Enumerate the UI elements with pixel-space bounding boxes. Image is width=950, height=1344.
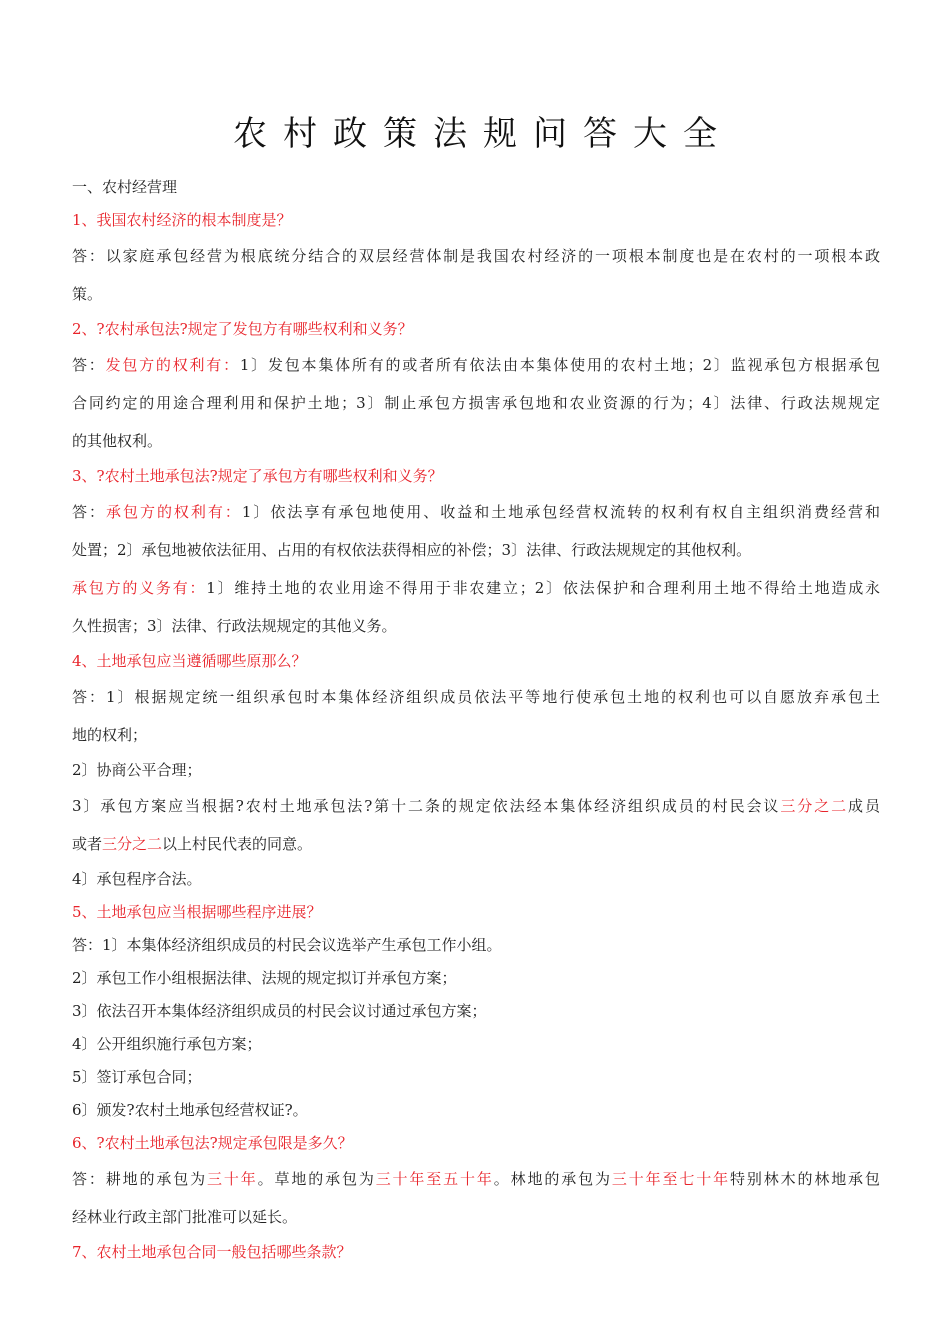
question-7: 7、农村土地承包合同一般包括哪些条款？ bbox=[72, 1243, 352, 1261]
answer-3-highlight: 承包方的权利有： bbox=[105, 503, 242, 521]
answer-4-item-4: 4〕承包程序合法。 bbox=[72, 870, 202, 888]
answer-2-line-1 bbox=[72, 346, 880, 384]
answer-4-item-3-cont bbox=[72, 825, 880, 863]
answer-2-line-2: 合同约定的用途合理利用和保护土地；3〕制止承包方损害承包地和农业资源的行为；4〕法律、行政法规规定 bbox=[72, 394, 880, 412]
answer-6-text-2: 。草地的承包为 bbox=[257, 1170, 376, 1188]
answer-3-duty-line-2: 久性损害；3〕法律、行政法规规定的其他义务。 bbox=[72, 617, 397, 635]
answer-6-highlight-1: 三十年 bbox=[206, 1170, 258, 1188]
answer-4-item-3b-highlight: 三分之二 bbox=[102, 835, 163, 853]
answer-4-item-3-highlight: 三分之二 bbox=[780, 797, 849, 815]
question-2: 2、?农村承包法?规定了发包方有哪些权利和义务？ bbox=[72, 320, 413, 338]
section-heading: 一、农村经营理 bbox=[72, 178, 178, 196]
answer-4-item-3-tail: 成员 bbox=[848, 797, 880, 815]
answer-5-item: 4〕公开组织施行承包方案； bbox=[72, 1035, 262, 1053]
answer-4-item-3-text: 3〕承包方案应当根据?农村土地承包法?第十二条的规定依法经本集体经济组织成员的村民会议 bbox=[72, 797, 781, 815]
answer-4-item-3b-text: 或者 bbox=[72, 835, 103, 853]
answer-1-line-2: 策。 bbox=[72, 285, 103, 303]
answer-4-item-3 bbox=[72, 787, 880, 825]
answer-6-highlight-2: 三十年至五十年 bbox=[375, 1170, 494, 1188]
answer-5-item: 2〕承包工作小组根据法律、法规的规定拟订并承包方案； bbox=[72, 969, 457, 987]
answer-5-item: 6〕颁发?农村土地承包经营权证?。 bbox=[72, 1101, 308, 1119]
question-3: 3、?农村土地承包法?规定了承包方有哪些权利和义务？ bbox=[72, 467, 443, 485]
answer-3-duty-highlight: 承包方的义务有： bbox=[72, 579, 207, 597]
answer-3-line-2: 处置；2〕承包地被依法征用、占用的有权依法获得相应的补偿；3〕法律、行政法规规定的其他权利。 bbox=[72, 541, 752, 559]
answer-5-item: 答：1〕本集体经济组织成员的村民会议选举产生承包工作小组。 bbox=[72, 936, 502, 954]
page-title: 农村政策法规问答大全 bbox=[233, 114, 733, 154]
answer-1-line-1: 答：以家庭承包经营为根底统分结合的双层经营体制是我国农村经济的一项根本制度也是在农村的一项根本政 bbox=[72, 247, 880, 265]
answer-6-text-1: 答：耕地的承包为 bbox=[72, 1170, 207, 1188]
answer-3-text: 1〕依法享有承包地使用、收益和土地承包经营权流转的权利有权自主组织消费经营和 bbox=[241, 503, 880, 521]
answer-5-item: 5〕签订承包合同； bbox=[72, 1068, 202, 1086]
answer-3-prefix: 答： bbox=[72, 503, 106, 521]
answer-3-line-1 bbox=[72, 493, 880, 531]
answer-6-text-4: 特别林木的林地承包 bbox=[729, 1170, 880, 1188]
answer-6-line-2: 经林业行政主部门批准可以延长。 bbox=[72, 1208, 298, 1226]
answer-3-duty-line-1 bbox=[72, 569, 880, 607]
question-6: 6、?农村土地承包法?规定承包限是多久？ bbox=[72, 1134, 353, 1152]
answer-4-line-1: 答：1〕根据规定统一组织承包时本集体经济组织成员依法平等地行使承包土地的权利也可以自愿放弃承包土 bbox=[72, 688, 880, 706]
answer-2-prefix: 答： bbox=[72, 356, 106, 374]
answer-2-line-3: 的其他权利。 bbox=[72, 432, 163, 450]
answer-6-line-1 bbox=[72, 1160, 880, 1198]
answer-4-item-2: 2〕协商公平合理； bbox=[72, 761, 202, 779]
answer-3-duty-text: 1〕维持土地的农业用途不得用于非农建立；2〕依法保护和合理利用土地不得给土地造成永 bbox=[206, 579, 880, 597]
answer-2-highlight: 发包方的权利有： bbox=[105, 356, 240, 374]
answer-5-item: 3〕依法召开本集体经济组织成员的村民会议讨通过承包方案； bbox=[72, 1002, 487, 1020]
question-5: 5、土地承包应当根据哪些程序进展？ bbox=[72, 903, 322, 921]
answer-4-line-2: 地的权利； bbox=[72, 726, 148, 744]
answer-4-item-3b-tail: 以上村民代表的同意。 bbox=[162, 835, 313, 853]
answer-6-highlight-3: 三十年至七十年 bbox=[611, 1170, 730, 1188]
question-4: 4、土地承包应当遵循哪些原那么？ bbox=[72, 652, 307, 670]
question-1: 1、我国农村经济的根本制度是？ bbox=[72, 211, 292, 229]
document-body bbox=[72, 171, 880, 1269]
answer-6-text-3: 。林地的承包为 bbox=[493, 1170, 612, 1188]
answer-2-text: 1〕发包本集体所有的或者所有依法由本集体使用的农村土地；2〕监视承包方根据承包 bbox=[239, 356, 880, 374]
